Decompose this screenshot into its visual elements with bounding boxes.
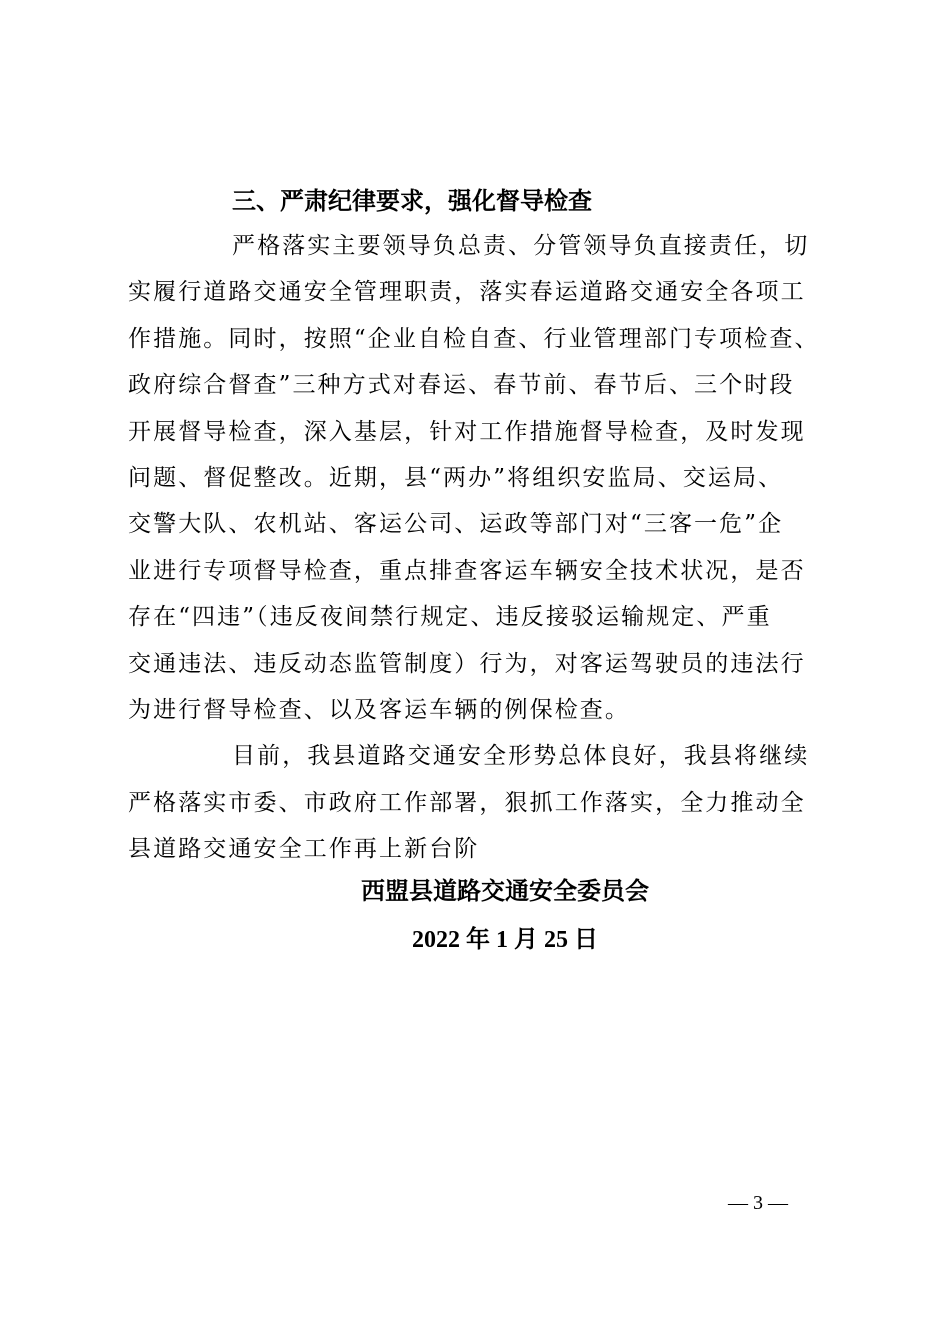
paragraph-line: 存在“四违”（违反夜间禁行规定、违反接驳运输规定、严重 <box>128 604 772 631</box>
paragraph-line: 为进行督导检查、以及客运车辆的例保检查。 <box>128 697 630 724</box>
paragraph-line: 实履行道路交通安全管理职责，落实春运道路交通安全各项工 <box>128 279 806 306</box>
paragraph-conclusion <box>128 733 833 872</box>
paragraph-line: 目前，我县道路交通安全形势总体良好，我县将继续 <box>232 743 810 770</box>
document-body <box>128 179 833 873</box>
page-number: — 3 — <box>728 1192 788 1214</box>
paragraph-line: 业进行专项督导检查，重点排查客运车辆安全技术状况，是否 <box>128 557 806 584</box>
signature-date: 2022 年 1 月 25 日 <box>412 927 598 953</box>
paragraph-line: 政府综合督查”三种方式对春运、春节前、春节后、三个时段 <box>128 372 795 399</box>
paragraph-line: 问题、督促整改。近期，县“两办”将组织安监局、交运局、 <box>128 465 784 492</box>
paragraph-line: 严格落实市委、市政府工作部署，狠抓工作落实，全力推动全 <box>128 789 806 816</box>
paragraph-line: 开展督导检查，深入基层，针对工作措施督导检查，及时发现 <box>128 418 806 445</box>
paragraph-line: 作措施。同时，按照“企业自检自查、行业管理部门专项检查、 <box>128 325 820 352</box>
paragraph-line: 严格落实主要领导负总责、分管领导负直接责任，切 <box>232 233 810 259</box>
paragraph-discipline <box>128 223 833 733</box>
section-heading: 三、严肃纪律要求，强化督导检查 <box>232 187 592 215</box>
paragraph-line: 交警大队、农机站、客运公司、运政等部门对“三客一危”企 <box>128 511 784 538</box>
paragraph-line: 县道路交通安全工作再上新台阶 <box>128 836 480 863</box>
paragraph-line: 交通违法、违反动态监管制度）行为，对客运驾驶员的违法行 <box>128 650 806 677</box>
signature-organization: 西盟县道路交通安全委员会 <box>361 879 649 905</box>
